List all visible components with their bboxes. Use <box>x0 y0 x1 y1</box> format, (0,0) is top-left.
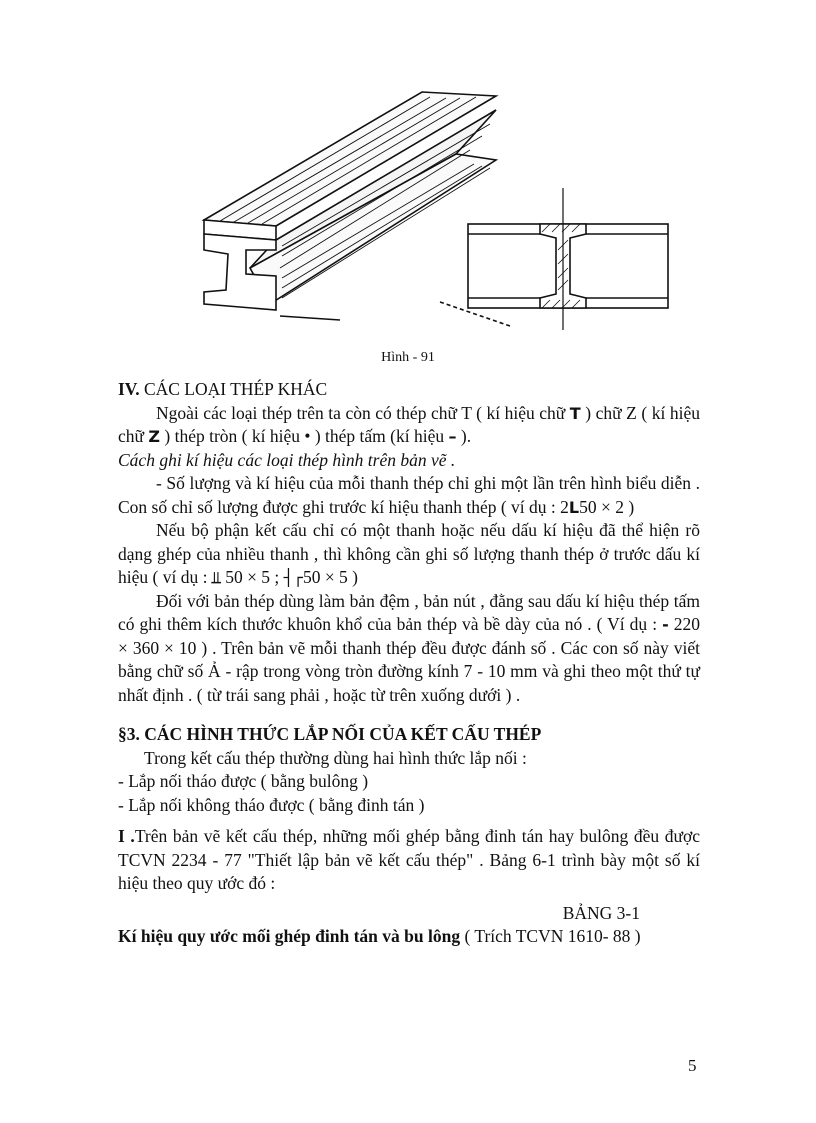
ground-line <box>280 316 340 320</box>
symbol-angle: L <box>568 497 580 517</box>
symbol-double-angle: ⫫ <box>211 568 221 587</box>
paragraph-quantity-notation: - Số lượng và kí hiệu của mỗi thanh thép chỉ ghi một lần trên hình biểu diễn . Con số chỉ số lượng được ghi trước kí hiệu thanh thép ( ví dụ : 2L50 × 2 ) <box>118 473 700 517</box>
paragraph-single-bar: Nếu bộ phận kết cấu chỉ có một thanh hoặc nếu dấu kí hiệu đã thể hiện rõ dạng ghép của nhiều thanh , thì không cần ghi số lượng thanh thép ở trước dấu kí hiệu ( ví dụ : ⫫ 50 × 5 ; ┤┌50 × 5 ) <box>118 520 700 587</box>
paragraph-i-prefix: I . <box>118 826 135 846</box>
figure-91-illustration <box>190 78 690 338</box>
figure-caption: Hình - 91 <box>381 350 435 365</box>
page-body <box>118 378 700 949</box>
list-item-permanent: - Lắp nối không tháo được ( bằng đinh tán ) <box>118 794 425 815</box>
symbol-plate: – <box>448 427 457 446</box>
section-iv-title: CÁC LOẠI THÉP KHÁC <box>139 379 328 399</box>
section-iv-number: IV. <box>118 379 140 399</box>
symbol-t: T <box>569 403 581 423</box>
section-3-heading: §3. CÁC HÌNH THỨC LẮP NỐI CỦA KẾT CẤU THÉP <box>118 724 542 744</box>
table-label: BẢNG 3-1 <box>562 902 640 923</box>
section-3-intro: Trong kết cấu thép thường dùng hai hình thức lắp nối : <box>144 747 527 768</box>
symbol-z: Z <box>148 427 160 446</box>
page-number: 5 <box>688 1056 697 1075</box>
table-title: Kí hiệu quy ước mối ghép đinh tán và bu lông ( Trích TCVN 1610- 88 ) <box>118 926 641 946</box>
section-iv-heading <box>118 378 700 402</box>
i-beam-isometric <box>204 92 510 326</box>
ground-line-2 <box>440 302 510 326</box>
symbol-dash: - <box>662 615 669 634</box>
paragraph-i: I .Trên bản vẽ kết cấu thép, những mối ghép bằng đinh tán hay bulông đều được TCVN 2234 - 77 "Thiết lập bản vẽ kết cấu thép" . Bảng 6-1 trình bày một số kí hiệu theo quy ước đó : <box>118 826 701 893</box>
paragraph-plate-dimensions: Đối với bản thép dùng làm bản đệm , bản nút , đằng sau dấu kí hiệu thép tấm có ghi thêm kích thước khuôn khổ của bản thép và bề dày của nó . ( Ví dụ : - 220 × 360 × 10 ) . Trên bản vẽ mỗi thanh thép đều được đánh số . Các con số này viết bằng chữ số Ả - rập trong vòng tròn đường kính 7 - 10 mm và ghi theo một thứ tự nhất định . ( từ trái sang phải , hoặc từ trên xuống dưới ) . <box>118 590 701 705</box>
paragraph-other-steel-types: Ngoài các loại thép trên ta còn có thép chữ T ( kí hiệu chữ T ) chữ Z ( kí hiệu chữ Z ) thép tròn ( kí hiệu • ) thép tấm (kí hiệu – ). <box>118 402 700 446</box>
list-item-removable: - Lắp nối tháo được ( bằng bulông ) <box>118 771 369 791</box>
i-beam-section-view <box>468 188 668 330</box>
italic-subheading: Cách ghi kí hiệu các loại thép hình trên bản vẽ . <box>118 449 456 470</box>
symbol-cross-angle: ┤┌ <box>283 568 303 587</box>
